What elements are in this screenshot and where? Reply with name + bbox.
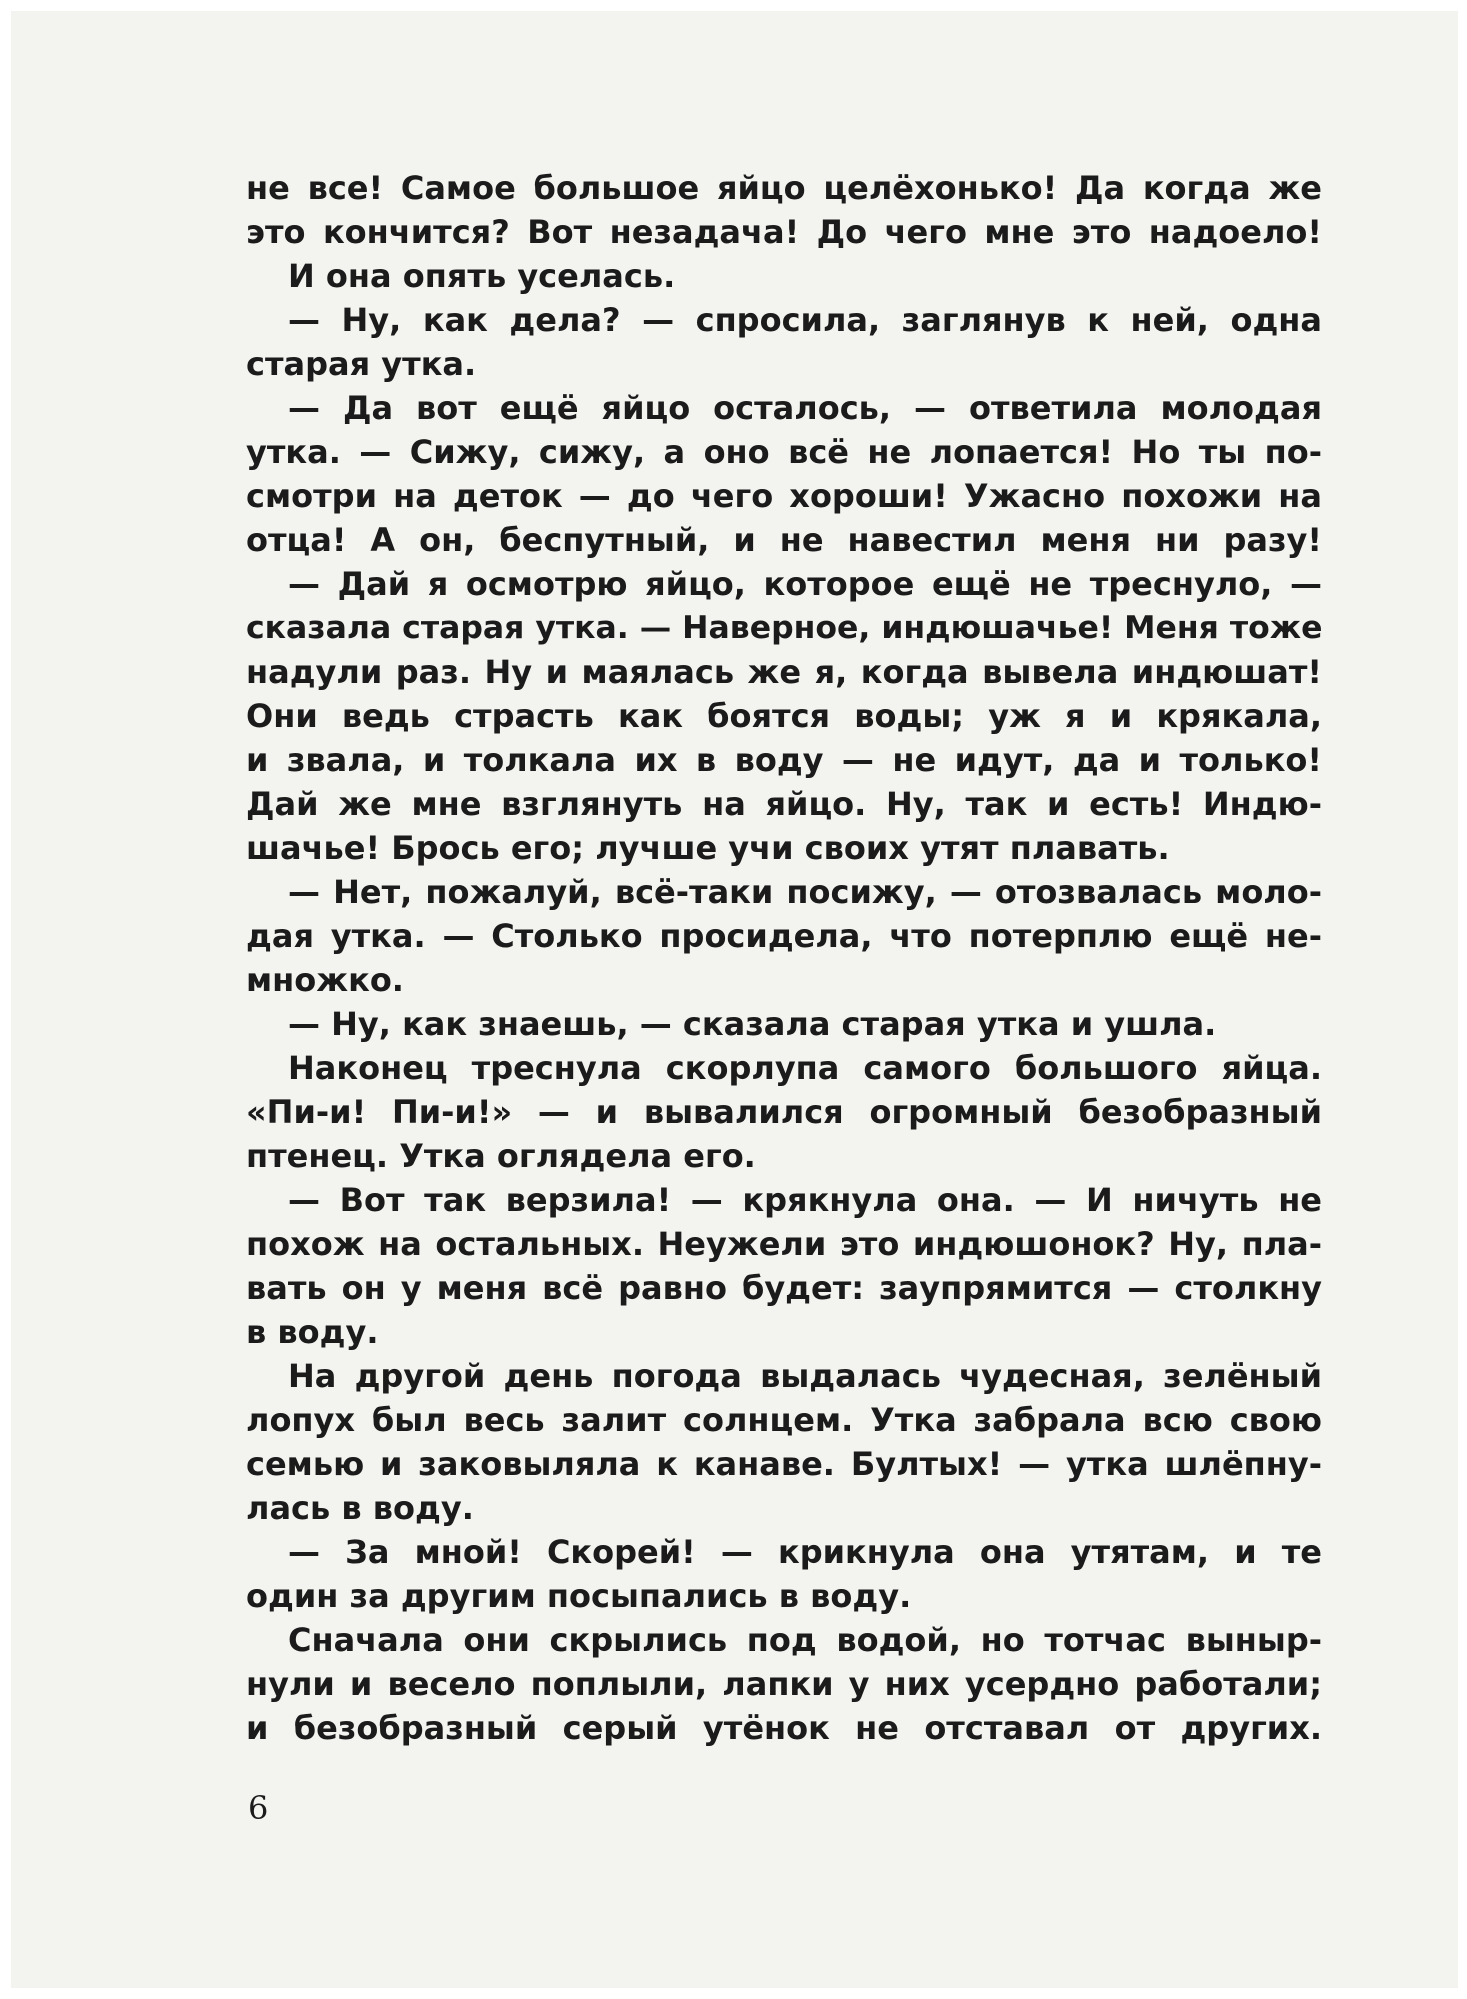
- text-line: Наконец треснула скорлупа самого большого яйца.: [288, 1049, 1322, 1087]
- text-line: Они ведь страсть как боятся воды; уж я и крякала,: [246, 697, 1322, 735]
- text-line: «Пи-и! Пи-и!» — и вывалился огромный безобразный: [246, 1093, 1322, 1131]
- text-line: сказала старая утка. — Наверное, индюшачье! Меня тоже: [246, 610, 1323, 646]
- text-line: один за другим посыпались в воду.: [246, 1577, 912, 1615]
- text-line: птенец. Утка оглядела его.: [246, 1137, 756, 1175]
- text-line: старая утка.: [246, 345, 477, 383]
- text-line: смотри на деток — до чего хороши! Ужасно похожи на: [246, 477, 1322, 515]
- text-line: лопух был весь залит солнцем. Утка забрала всю свою: [246, 1401, 1322, 1439]
- text-line: и безобразный серый утёнок не отставал от других.: [246, 1709, 1322, 1747]
- text-line: — Ну, как знаешь, — сказала старая утка и ушла.: [288, 1005, 1217, 1043]
- text-line: отца! А он, беспутный, и не навестил меня ни разу!: [246, 521, 1322, 559]
- text-line: Сначала они скрылись под водой, но тотчас выныр-: [288, 1621, 1322, 1659]
- page-number: 6: [248, 1789, 269, 1827]
- text-line: — За мной! Скорей! — крикнула она утятам, и те: [288, 1533, 1322, 1571]
- text-line: шачье! Брось его; лучше учи своих утят плавать.: [246, 829, 1170, 867]
- text-line: утка. — Сижу, сижу, а оно всё не лопается! Но ты по-: [246, 433, 1322, 471]
- text-line: надули раз. Ну и маялась же я, когда вывела индюшат!: [246, 653, 1322, 691]
- text-line: Дай же мне взглянуть на яйцо. Ну, так и есть! Индю-: [246, 785, 1322, 823]
- text-line: и звала, и толкала их в воду — не идут, да и только!: [246, 741, 1322, 779]
- text-line: похож на остальных. Неужели это индюшонок? Ну, пла-: [246, 1225, 1322, 1263]
- text-line: это кончится? Вот незадача! До чего мне это надоело!: [246, 213, 1322, 251]
- text-line: — Вот так верзила! — крякнула она. — И ничуть не: [288, 1181, 1322, 1219]
- text-line: не все! Самое большое яйцо целёхонько! Да когда же: [246, 169, 1322, 207]
- text-line: множко.: [246, 961, 404, 999]
- text-line: И она опять уселась.: [288, 257, 676, 295]
- text-line: семью и заковыляла к канаве. Бултых! — утка шлёпну-: [246, 1445, 1322, 1483]
- text-line: дая утка. — Столько просидела, что потерплю ещё не-: [246, 917, 1322, 955]
- text-line: в воду.: [246, 1313, 379, 1351]
- text-line: нули и весело поплыли, лапки у них усердно работали;: [246, 1665, 1322, 1703]
- text-line: вать он у меня всё равно будет: заупрямится — столкну: [246, 1269, 1322, 1307]
- text-line: — Нет, пожалуй, всё-таки посижу, — отозвалась моло-: [288, 873, 1322, 911]
- text-line: — Дай я осмотрю яйцо, которое ещё не треснуло, —: [288, 565, 1322, 603]
- text-line: — Ну, как дела? — спросила, заглянув к ней, одна: [288, 301, 1322, 339]
- text-line: лась в воду.: [246, 1489, 474, 1527]
- text-line: На другой день погода выдалась чудесная, зелёный: [288, 1357, 1322, 1395]
- body-text: [246, 166, 1322, 1750]
- text-line: — Да вот ещё яйцо осталось, — ответила молодая: [288, 389, 1322, 427]
